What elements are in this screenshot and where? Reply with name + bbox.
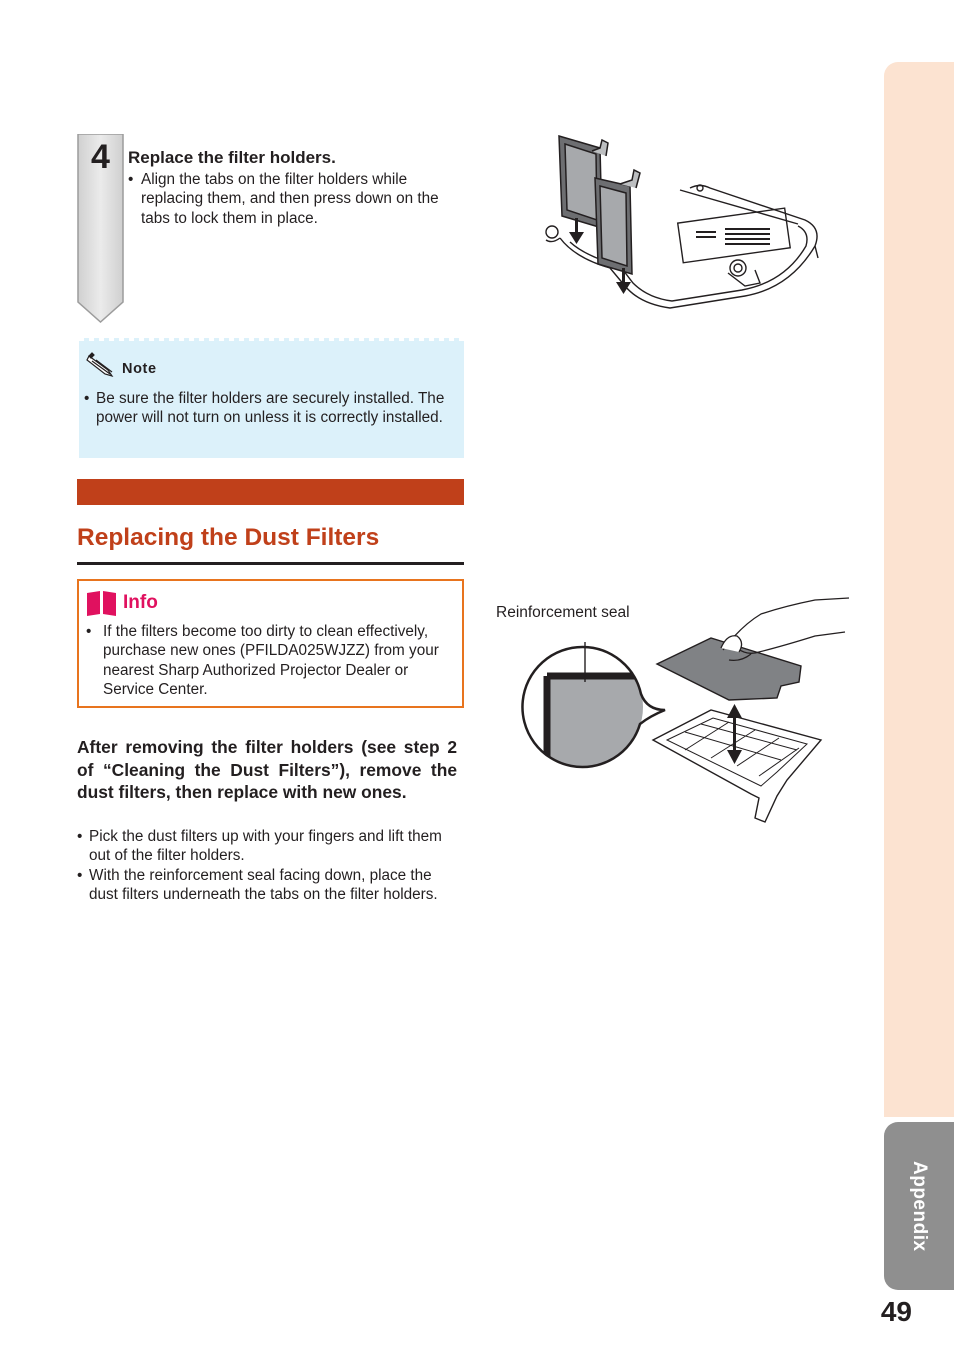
bullet-dot: •: [77, 828, 83, 845]
instruction-bullet-text: Pick the dust filters up with your fingers and lift them out of the filter holders.: [89, 828, 442, 865]
list-item: [77, 827, 457, 866]
side-tab-label: Appendix: [909, 1160, 930, 1252]
section-header-bar: [77, 479, 464, 505]
instruction-bullet-list: [77, 827, 457, 905]
pencil-icon: [86, 352, 122, 378]
note-bullet-text: Be sure the filter holders are securely installed. The power will not turn on unless it is correctly installed.: [96, 390, 445, 427]
filter-holder-illustration: [530, 128, 830, 318]
dust-filter-illustration: [515, 590, 855, 830]
step-number: 4: [91, 138, 110, 176]
step-bullet-list: [128, 170, 458, 228]
note-dashed-top: [79, 334, 464, 344]
info-bullet-list: [86, 622, 456, 700]
note-title: Note: [122, 361, 157, 377]
info-title: Info: [123, 592, 158, 613]
page-number: 49: [880, 1296, 912, 1327]
note-bullet-list: [84, 389, 454, 428]
list-item: [86, 622, 456, 700]
list-item: [128, 170, 458, 228]
bullet-dot: •: [84, 390, 90, 407]
instruction-bullet-text: With the reinforcement seal facing down, place the dust filters underneath the tabs on the filter holders.: [89, 866, 438, 904]
step-title: Replace the filter holders.: [128, 148, 336, 167]
bullet-dot: •: [77, 866, 83, 884]
section-divider: [77, 562, 464, 565]
reinforcement-seal-label: Reinforcement seal: [496, 604, 630, 621]
bullet-dot: •: [86, 623, 92, 640]
section-title: Replacing the Dust Filters: [77, 524, 380, 551]
side-tab-label-wrap: [884, 1122, 954, 1290]
step-bullet-text: Align the tabs on the filter holders while replacing them, and then press down on the tabs to lock them in place.: [141, 171, 439, 227]
bullet-dot: •: [128, 171, 134, 188]
instruction-heading: After removing the filter holders (see step 2 of “Cleaning the Dust Filters”), remove the dust filters, then replace with new ones.: [77, 737, 457, 802]
side-tab-background: [884, 62, 954, 1117]
book-icon: [86, 590, 117, 617]
info-bullet-text: If the filters become too dirty to clean effectively, purchase new ones (PFILDA025WJZZ) from your nearest Sharp Authorized Projector Dealer or Service Center.: [103, 623, 439, 699]
list-item: [84, 389, 454, 428]
list-item: [77, 866, 457, 905]
